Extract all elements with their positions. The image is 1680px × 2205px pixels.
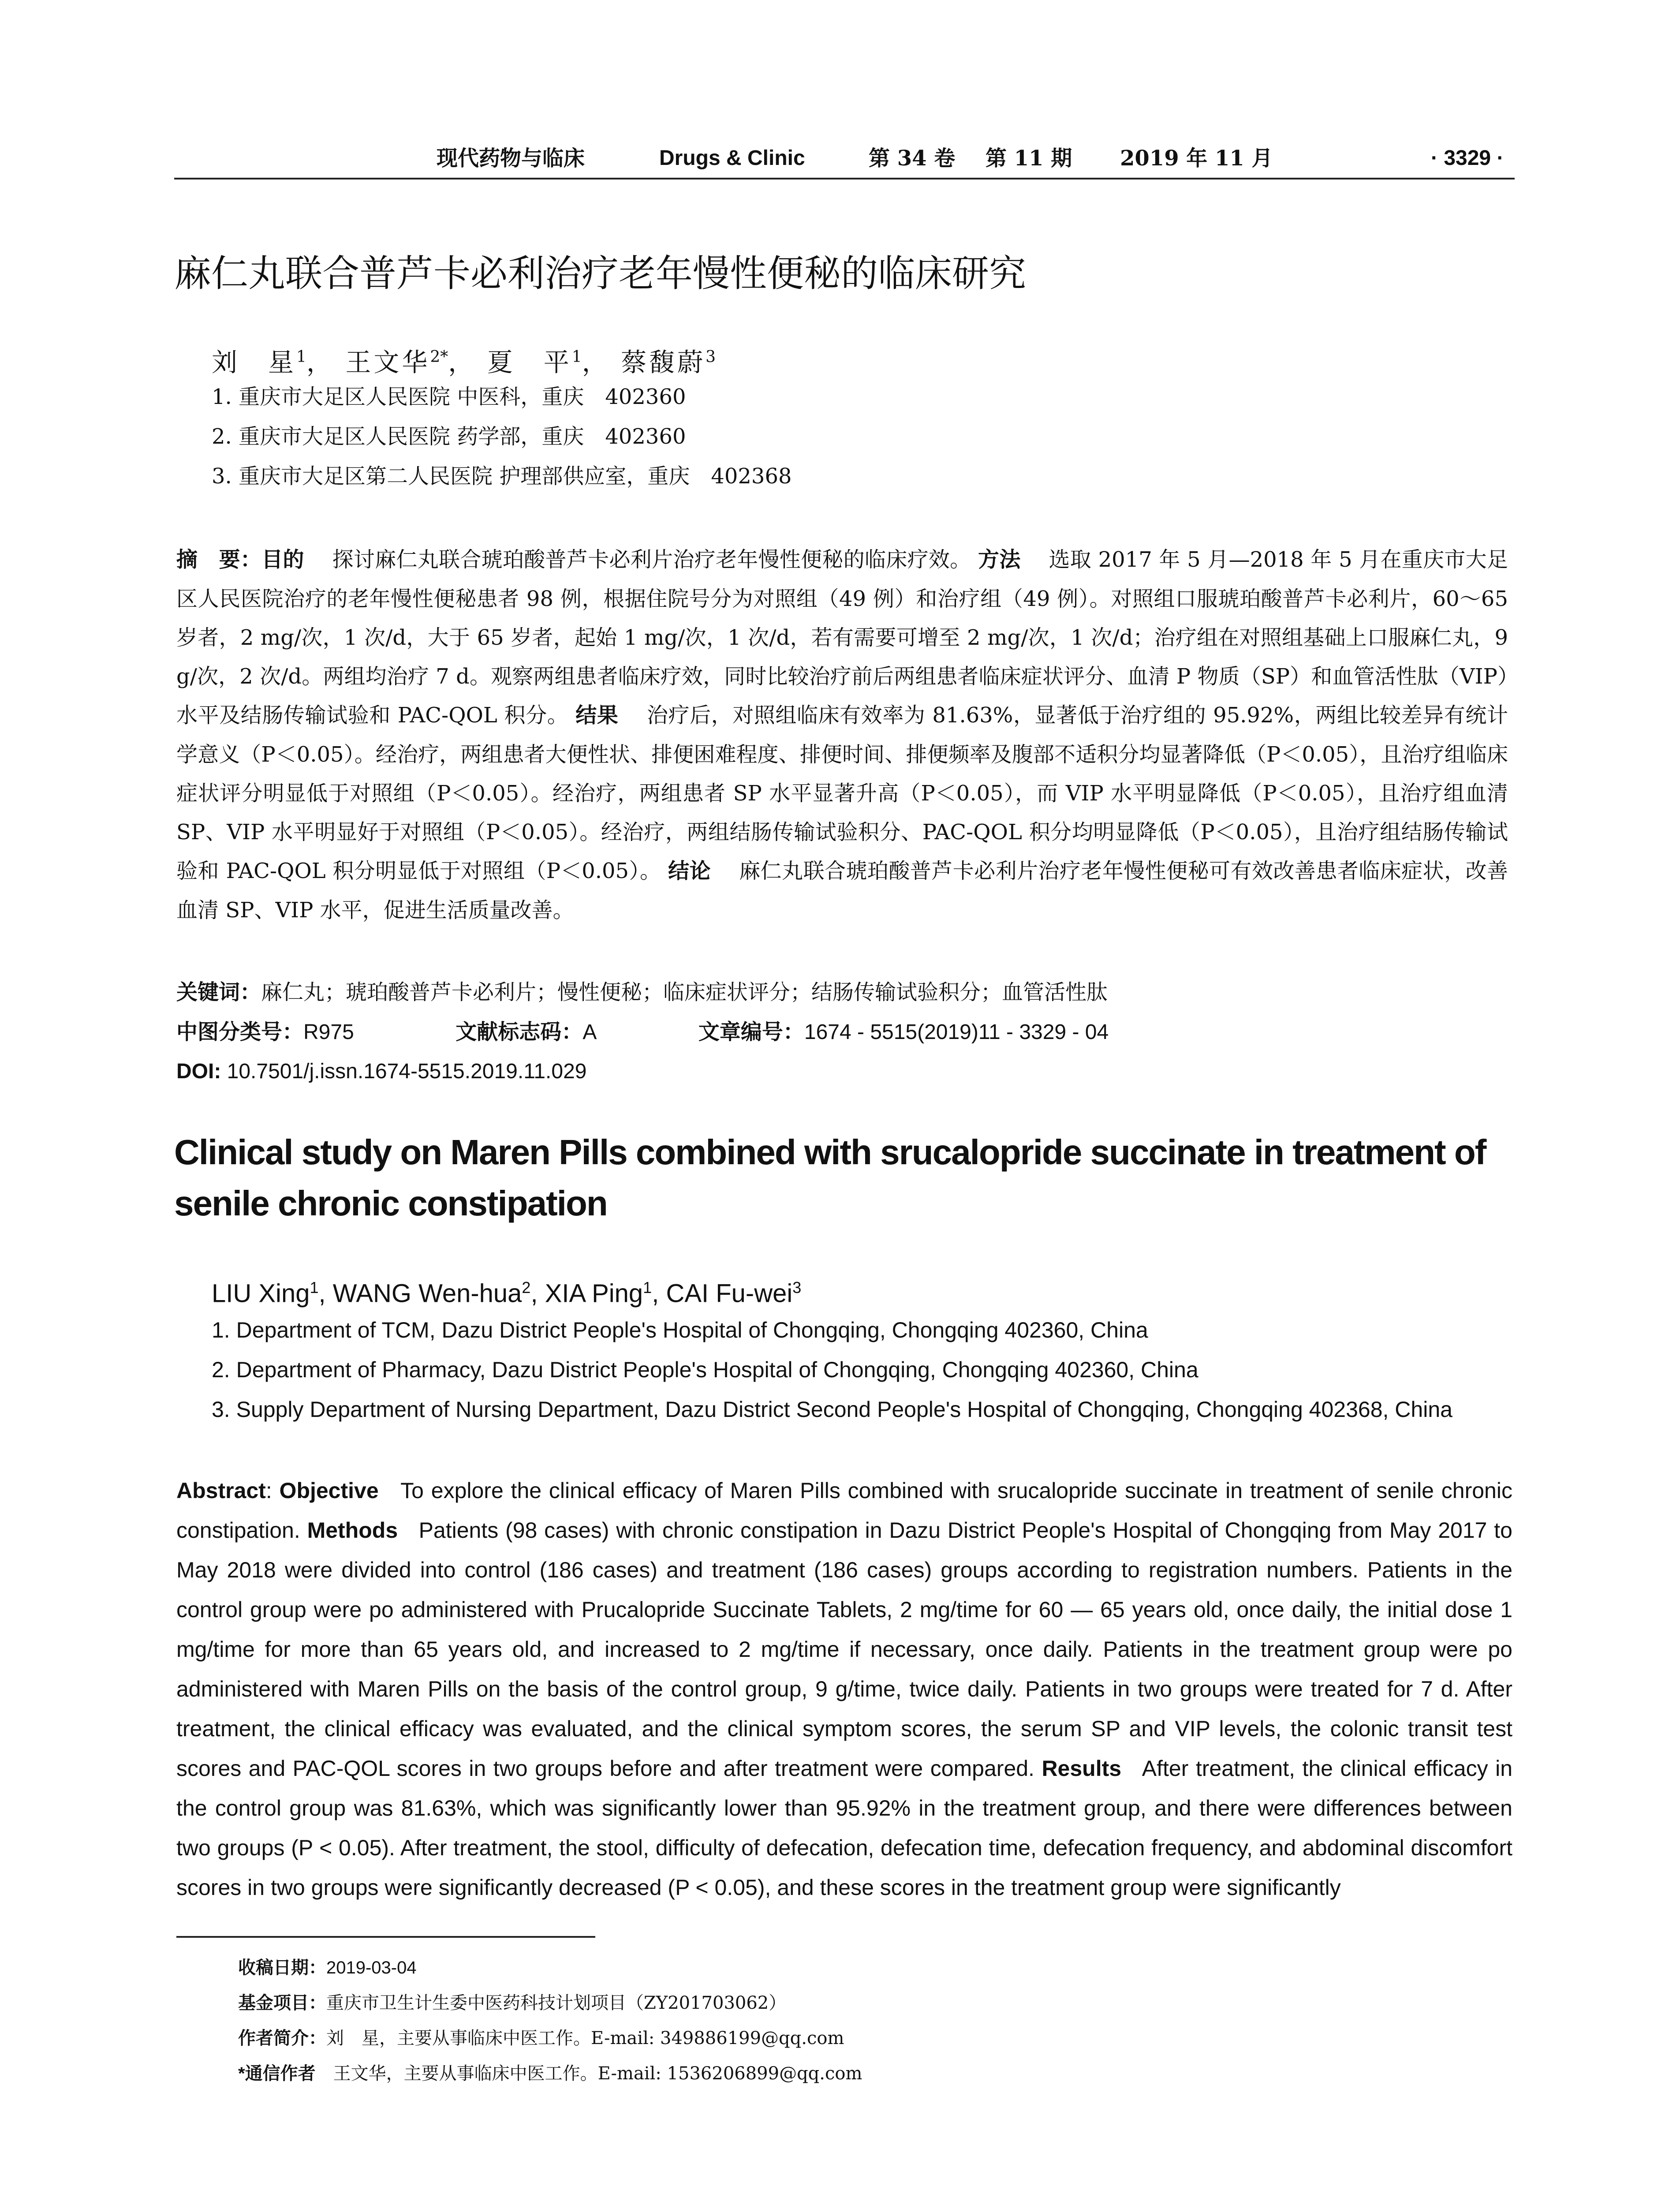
footnote-received: 收稿日期：2019-03-04 [238, 1958, 417, 1977]
journal-name-en: Drugs & Clinic [659, 146, 805, 170]
classification: 中图分类号：R975 [176, 1020, 354, 1044]
author-en: LIU Xing [212, 1279, 310, 1308]
footnote-funding: 基金项目：重庆市卫生计生委中医药科技计划项目（ZY201703062） [238, 1993, 787, 2013]
abstract-cn [176, 540, 1508, 930]
objective-text-cn: 探讨麻仁丸联合琥珀酸普芦卡必利片治疗老年慢性便秘的临床疗效。 [332, 547, 971, 572]
methods-text-en: Patients (98 cases) with chronic constipation in Dazu District People's Hospital of Chongqing from May 2017 to May 2018 were divided into control (186 cases) and treatment (186 cases) groups according to registration numbers. Patients in the control group were po administered with Prucalopride Succinate Tablets, 2 mg/time for 60 — 65 years old, once daily, the initial dose 1 mg/time for more than 65 years old, and increased to 2 mg/time if necessary, once daily. Patients in the treatment group were po administered with Maren Pills on the basis of the control group, 9 g/time, twice daily. Patients in two groups were treated for 7 d. After treatment, the clinical efficacy was evaluated, and the clinical symptom scores, the serum SP and VIP levels, the colonic transit test scores and PAC-QOL scores in two groups before and after treatment were compared. [176, 1518, 1512, 1781]
author-sup: 1 [571, 348, 582, 366]
title-cn: 麻仁丸联合普芦卡必利治疗老年慢性便秘的临床研究 [174, 253, 1027, 294]
journal-name-cn: 现代药物与临床 [437, 146, 585, 171]
author-en: CAI Fu-wei [666, 1279, 793, 1308]
affiliation-en: 3. Supply Department of Nursing Department, Dazu District Second People's Hospital of Chongqing, Chongqing 402368, China [212, 1397, 1452, 1422]
conclusion-label-cn: 结论 [668, 860, 711, 883]
keywords-label: 关键词： [176, 981, 261, 1004]
results-label-cn: 结果 [575, 704, 619, 727]
doi-value: 10.7501/j.issn.1674-5515.2019.11.029 [221, 1060, 587, 1083]
author-cn: 刘 星 [212, 347, 297, 377]
author-sup: 3 [792, 1278, 802, 1297]
doi-label: DOI: [176, 1060, 221, 1083]
results-text-cn: 治疗后，对照组临床有效率为 81.63%，显著低于治疗组的 95.92%，两组比较差异有统计学意义（P＜0.05）。经治疗，两组患者大便性状、排便困难程度、排便时间、排便频率及腹部不适积分均显著降低（P＜0.05），且治疗组临床症状评分明显低于对照组（P＜0.05）。经治疗，两组患者 SP 水平显著升高（P＜0.05），而 VIP 水平明显降低（P＜0.05），且治疗组血清 SP、VIP 水平明显好于对照组（P＜0.05）。经治疗，两组结肠传输试验积分、PAC-QOL 积分均明显降低（P＜0.05），且治疗组结肠传输试验和 PAC-QOL 积分明显低于对照组（P＜0.05）。 [176, 703, 1508, 883]
abstract-label-en: Abstract [176, 1478, 266, 1503]
author-cn: 蔡馥蔚 [621, 347, 706, 377]
volume: 第 34 卷 [869, 146, 956, 171]
objective-label-cn: 目的 [261, 548, 304, 572]
author-sup: 1 [296, 348, 306, 366]
results-label-en: Results [1042, 1756, 1122, 1781]
keywords-text: 麻仁丸；琥珀酸普芦卡必利片；慢性便秘；临床症状评分；结肠传输试验积分；血管活性肽 [261, 980, 1108, 1005]
affiliation-en: 1. Department of TCM, Dazu District People's Hospital of Chongqing, Chongqing 402360, China [212, 1318, 1148, 1342]
footnote-corresponding: *通信作者 王文华，主要从事临床中医工作。E-mail: 1536206899@qq.com [238, 2063, 862, 2084]
keywords-cn [176, 975, 1108, 1010]
footnote-author-bio: 作者简介：刘 星，主要从事临床中医工作。E-mail: 349886199@qq.com [238, 2028, 844, 2048]
author-en: XIA Ping [545, 1279, 643, 1308]
article-number: 文章编号：1674 - 5515(2019)11 - 3329 - 04 [698, 1020, 1109, 1044]
affiliation-cn: 2. 重庆市大足区人民医院 药学部，重庆 402360 [212, 424, 686, 449]
author-cn: 王文华 [345, 347, 430, 377]
classification-row [176, 1014, 1109, 1050]
doi [176, 1054, 586, 1089]
affiliation-cn: 1. 重庆市大足区人民医院 中医科，重庆 402360 [212, 385, 686, 409]
author-sup: 2 [522, 1278, 531, 1297]
authors-cn: 刘 星$^1$， 王文华$^{2*}$， 夏 平$^1$， 蔡馥蔚$^3$ [212, 347, 716, 377]
document-code: 文献标志码：A [455, 1020, 597, 1044]
author-en: WANG Wen-hua [332, 1279, 522, 1308]
header-rule [174, 178, 1515, 179]
methods-label-cn: 方法 [978, 548, 1021, 572]
author-sup: 1 [643, 1278, 652, 1297]
objective-label-en: Objective [279, 1478, 379, 1503]
issue-date: 2019 年 11 月 [1120, 146, 1273, 171]
results-text-en: After treatment, the clinical efficacy in the control group was 81.63%, which was significantly lower than 95.92% in the treatment group, and there were differences between two groups (P < 0.05). After treatment, the stool, difficulty of defecation, defecation time, defecation frequency, and abdominal discomfort scores in two groups were significantly decreased (P < 0.05), and these scores in the treatment group were significantly [176, 1756, 1512, 1900]
conclusion-text-cn: 麻仁丸联合琥珀酸普芦卡必利片治疗老年慢性便秘可有效改善患者临床症状，改善血清 SP、VIP 水平，促进生活质量改善。 [176, 859, 1508, 923]
abstract-en: Abstract: Objective To explore the clinical efficacy of Maren Pills combined with srucalopride succinate in treatment of senile chronic constipation. Methods Patients (98 cases) with chronic constipation in Dazu District People's Hospital of Chongqing from May 2017 to May 2018 were divided into control (186 cases) and treatment (186 cases) groups according to registration numbers. Patients in the control group were po administered with Prucalopride Succinate Tablets, 2 mg/time for 60 — 65 years old, once daily, the initial dose 1 mg/time for more than 65 years old, and increased to 2 mg/time if necessary, once daily. Patients in the treatment group were po administered with Maren Pills on the basis of the control group, 9 g/time, twice daily. Patients in two groups were treated for 7 d. After treatment, the clinical efficacy was evaluated, and the clinical symptom scores, the serum SP and VIP levels, the colonic transit test scores and PAC-QOL scores in two groups before and after treatment were compared. Results After treatment, the clinical efficacy in the control group was 81.63%, which was significantly lower than 95.92% in the treatment group, and there were differences between two groups (P < 0.05). After treatment, the stool, difficulty of defecation, defecation time, defecation frequency, and abdominal discomfort scores in two groups were significantly decreased (P < 0.05), and these scores in the treatment group were significantly [176, 1478, 1512, 1900]
author-sup: 1 [310, 1278, 319, 1297]
methods-text-cn: 选取 2017 年 5 月—2018 年 5 月在重庆市大足区人民医院治疗的老年慢性便秘患者 98 例，根据住院号分为对照组（49 例）和治疗组（49 例）。对照组口服琥珀酸普芦卡必利片，60～65 岁者，2 mg/次，1 次/d，大于 65 岁者，起始 1 mg/次，1 次/d，若有需要可增至 2 mg/次，1 次/d；治疗组在对照组基础上口服麻仁丸，9 g/次，2 次/d。两组均治疗 7 d。观察两组患者临床疗效，同时比较治疗前后两组患者临床症状评分、血清 P 物质（SP）和血管活性肽（VIP）水平及结肠传输试验和 PAC-QOL 积分。 [176, 547, 1508, 728]
affiliation-en: 2. Department of Pharmacy, Dazu District People's Hospital of Chongqing, Chongqing 402360, China [212, 1357, 1198, 1382]
author-sup: 2* [430, 348, 448, 366]
objective-text-en: To explore the clinical efficacy of Maren Pills combined with srucalopride succinate in treatment of senile chronic constipation. [176, 1478, 1512, 1543]
running-header [174, 141, 1515, 176]
methods-label-en: Methods [307, 1518, 398, 1543]
abstract-label-cn: 摘 要： [176, 548, 262, 572]
issue: 第 11 期 [986, 146, 1072, 171]
authors-en: LIU Xing$^1$, WANG Wen-hua$^2$, XIA Ping$^1$, CAI Fu-wei$^3$ [212, 1278, 802, 1308]
author-sup: 3 [706, 348, 716, 366]
footnote-rule [176, 1936, 595, 1938]
title-en: Clinical study on Maren Pills combined with srucalopride succinate in treatment of senile chronic constipation [174, 1132, 1486, 1223]
author-cn: 夏 平 [487, 347, 572, 377]
page-number: · 3329 · [1431, 146, 1504, 170]
affiliation-cn: 3. 重庆市大足区第二人民医院 护理部供应室，重庆 402368 [212, 464, 792, 489]
